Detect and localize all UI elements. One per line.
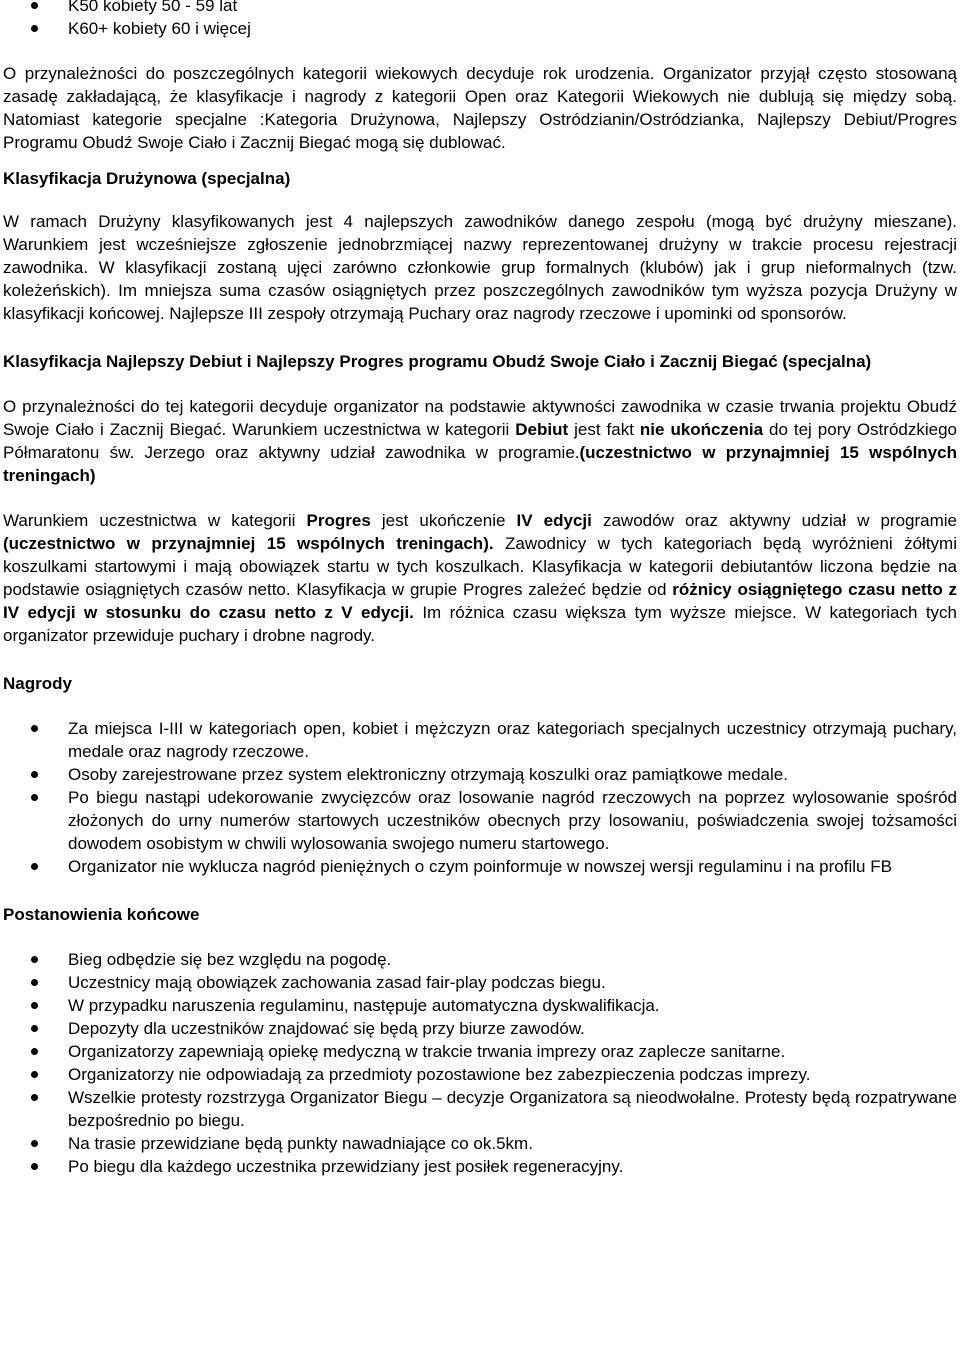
- list-item: K60+ kobiety 60 i więcej: [3, 17, 957, 40]
- prizes-list: [3, 717, 957, 878]
- list-item: K50 kobiety 50 - 59 lat: [3, 0, 957, 17]
- debut-heading: Klasyfikacja Najlepszy Debiut i Najlepszy Progres programu Obudź Swoje Ciało i Zacznij Biegać (specjalna): [3, 352, 872, 371]
- list-item: Osoby zarejestrowane przez system elektroniczny otrzymają koszulki oraz pamiątkowe medale.: [3, 763, 957, 786]
- debut-paragraph: O przynależności do tej kategorii decyduje organizator na podstawie aktywności zawodnika w czasie trwania projektu Obudź Swoje Ciało i Zacznij Biegać. Warunkiem uczestnictwa w kategorii Debiut jest fakt nie ukończenia do tej pory Ostródzkiego Półmaratonu św. Jerzego oraz aktywny udział zawodnika w programie.(uczestnictwo w przynajmniej 15 wspólnych treningach): [3, 397, 957, 485]
- prizes-heading: Nagrody: [3, 674, 72, 693]
- list-item: Depozyty dla uczestników znajdować się będą przy biurze zawodów.: [3, 1017, 957, 1040]
- list-item: Organizator nie wyklucza nagród pieniężnych o czym poinformuje w nowszej wersji regulaminu i na profilu FB: [3, 855, 957, 878]
- list-item: Po biegu dla każdego uczestnika przewidziany jest posiłek regeneracyjny.: [3, 1155, 957, 1178]
- team-paragraph: W ramach Drużyny klasyfikowanych jest 4 najlepszych zawodników danego zespołu (mogą być drużyny mieszane). Warunkiem jest wcześniejsze zgłoszenie jednobrzmiącej nazwy reprezentowanej drużyny w trakcie procesu rejestracji zawodnika. W klasyfikacji zostaną ujęci zarówno członkowie grup formalnych (klubów) jak i grup nieformalnych (tzw. koleżeńskich). Im mniejsza suma czasów osiągniętych przez poszczególnych zawodników tym wyższa pozycja Drużyny w klasyfikacji końcowej. Najlepsze III zespoły otrzymają Puchary oraz nagrody rzeczowe i upominki od sponsorów.: [3, 212, 957, 323]
- final-heading: Postanowienia końcowe: [3, 905, 200, 924]
- list-item: Uczestnicy mają obowiązek zachowania zasad fair-play podczas biegu.: [3, 971, 957, 994]
- list-item: Organizatorzy zapewniają opiekę medyczną w trakcie trwania imprezy oraz zaplecze sanitarne.: [3, 1040, 957, 1063]
- list-item: Na trasie przewidziane będą punkty nawadniające co ok.5km.: [3, 1132, 957, 1155]
- list-item: Bieg odbędzie się bez względu na pogodę.: [3, 948, 957, 971]
- team-heading: Klasyfikacja Drużynowa (specjalna): [3, 169, 291, 188]
- list-item: Organizatorzy nie odpowiadają za przedmioty pozostawione bez zabezpieczenia podczas imprezy.: [3, 1063, 957, 1086]
- list-item: W przypadku naruszenia regulaminu, następuje automatyczna dyskwalifikacja.: [3, 994, 957, 1017]
- list-item: Za miejsca I-III w kategoriach open, kobiet i mężczyzn oraz kategoriach specjalnych uczestnicy otrzymają puchary, medale oraz nagrody rzeczowe.: [3, 717, 957, 763]
- list-item: Po biegu nastąpi udekorowanie zwycięzców oraz losowanie nagród rzeczowych na poprzez wylosowanie spośród złożonych do urny numerów startowych uczestników obecnych przy losowaniu, poświadczenia swojej tożsamości dowodem osobistym w chwili wylosowania swojego numeru startowego.: [3, 786, 957, 855]
- document-page: [3, 0, 957, 1178]
- intro-paragraph: O przynależności do poszczególnych kategorii wiekowych decyduje rok urodzenia. Organizator przyjął często stosowaną zasadę zakładającą, że klasyfikacje i nagrody z kategorii Open oraz Kategorii Wiekowych nie dublują się między sobą. Natomiast kategorie specjalne :Kategoria Drużynowa, Najlepszy Ostródzianin/Ostródzianka, Najlepszy Debiut/Progres Programu Obudź Swoje Ciało i Zacznij Biegać mogą się dublować.: [3, 64, 957, 152]
- final-list: [3, 948, 957, 1178]
- progres-paragraph: Warunkiem uczestnictwa w kategorii Progres jest ukończenie IV edycji zawodów oraz aktywny udział w programie (uczestnictwo w przynajmniej 15 wspólnych treningach). Zawodnicy w tych kategoriach będą wyróżnieni żółtymi koszulkami startowymi i mają obowiązek startu w tych koszulkach. Klasyfikacja w kategorii debiutantów liczona będzie na podstawie osiągniętych czasów netto. Klasyfikacja w grupie Progres zależeć będzie od różnicy osiągniętego czasu netto z IV edycji w stosunku do czasu netto z V edycji. Im różnica czasu większa tym wyższe miejsce. W kategoriach tych organizator przewiduje puchary i drobne nagrody.: [3, 511, 958, 645]
- list-item: Wszelkie protesty rozstrzyga Organizator Biegu – decyzje Organizatora są nieodwołalne. Protesty będą rozpatrywane bezpośrednio po biegu.: [3, 1086, 957, 1132]
- age-category-list: [3, 0, 957, 40]
